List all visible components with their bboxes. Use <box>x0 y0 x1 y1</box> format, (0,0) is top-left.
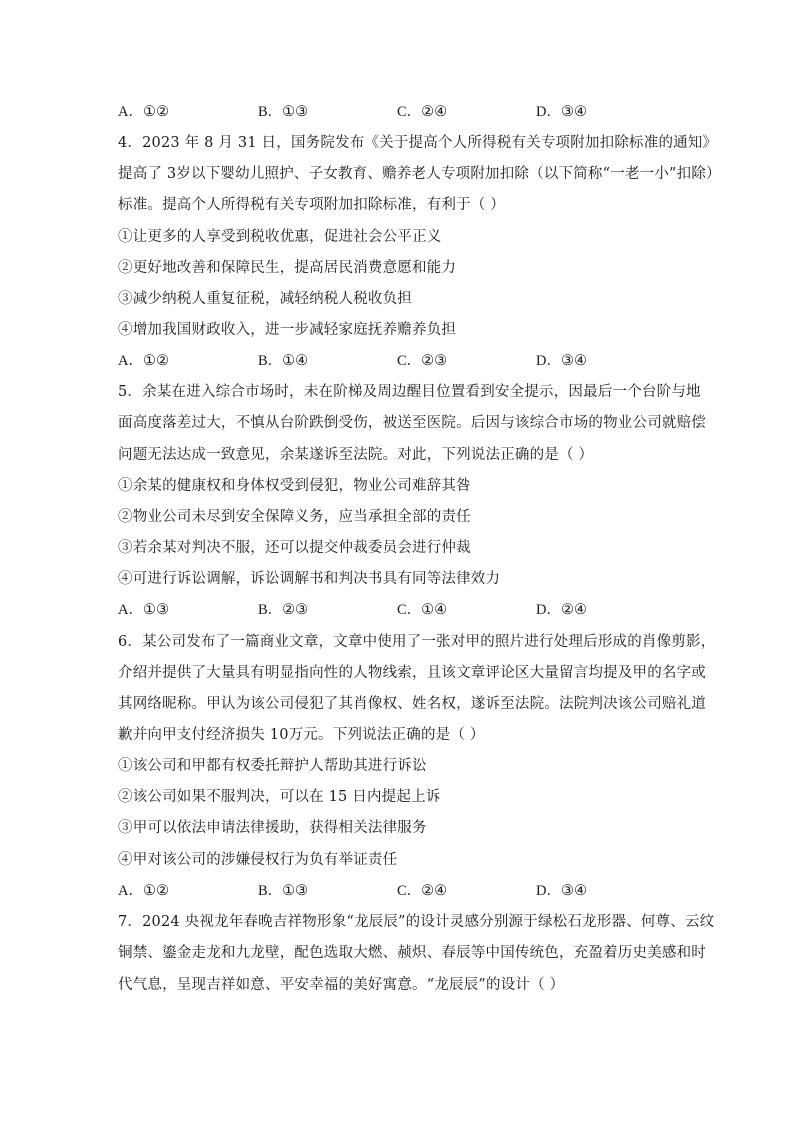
q5-item: ②物业公司未尽到安全保障义务，应当承担全部的责任 <box>118 509 471 525</box>
option-b: B．①③ <box>258 104 309 120</box>
option-c: C．②③ <box>397 353 448 369</box>
q5-stem-line: 面高度落差过大，不慎从台阶跌倒受伤，被送至医院。后因与该综合市场的物业公司就赔偿 <box>118 415 706 431</box>
q6-stem-line: 歉并向甲支付经济损失 10万元。下列说法正确的是（ ） <box>118 727 485 743</box>
option-d: D．②④ <box>536 602 587 618</box>
q6-item: ④甲对该公司的涉嫌侵权行为负有举证责任 <box>118 852 398 868</box>
option-c: C．①④ <box>397 602 448 618</box>
q3-options <box>118 103 678 121</box>
option-d: D．③④ <box>536 353 587 369</box>
q7-stem-line: 7．2024 央视龙年春晚吉祥物形象“龙辰辰”的设计灵感分别源于绿松石龙形器、何尊、云纹 <box>118 914 715 930</box>
option-b: B．①④ <box>258 353 309 369</box>
q4-item: ②更好地改善和保障民生，提高居民消费意愿和能力 <box>118 260 457 276</box>
q4-options <box>118 352 678 370</box>
q4-stem-line: 标准。提高个人所得税有关专项附加扣除标准，有利于（ ） <box>118 197 506 213</box>
q5-item: ①余某的健康权和身体权受到侵犯，物业公司难辞其咎 <box>118 478 471 494</box>
q4-item: ①让更多的人享受到税收优惠，促进社会公平正义 <box>118 229 442 245</box>
q6-item: ①该公司和甲都有权委托辩护人帮助其进行诉讼 <box>118 758 427 774</box>
q4-stem-line: 提高了 3岁以下婴幼儿照护、子女教育、赡养老人专项附加扣除（以下简称“一老一小”扣除） <box>118 166 721 182</box>
q4-stem-line: 4．2023 年 8 月 31 日，国务院发布《关于提高个人所得税有关专项附加扣除标准的通知》 <box>118 135 718 151</box>
q5-item: ③若余某对判决不服，还可以提交仲裁委员会进行仲裁 <box>118 540 471 556</box>
option-b: B．①③ <box>258 883 309 899</box>
q4-item: ④增加我国财政收入，进一步减轻家庭抚养赡养负担 <box>118 322 457 338</box>
q6-stem-line: 其网络昵称。甲认为该公司侵犯了其肖像权、姓名权，遂诉至法院。法院判决该公司赔礼道 <box>118 696 706 712</box>
option-a: A．①② <box>118 353 169 369</box>
q6-stem-line: 介绍并提供了大量具有明显指向性的人物线索，且该文章评论区大量留言均提及甲的名字或 <box>118 665 706 681</box>
q6-item: ③甲可以依法申请法律援助，获得相关法律服务 <box>118 820 427 836</box>
option-c: C．②④ <box>397 104 448 120</box>
q4-item: ③减少纳税人重复征税，减轻纳税人税收负担 <box>118 291 412 307</box>
q5-item: ④可进行诉讼调解，诉讼调解书和判决书具有同等法律效力 <box>118 571 501 587</box>
q7-stem-line: 代气息，呈现吉祥如意、平安幸福的美好寓意。“龙辰辰”的设计（ ） <box>118 977 565 993</box>
q5-options <box>118 601 678 619</box>
option-c: C．②④ <box>397 883 448 899</box>
q5-stem-line: 5．余某在进入综合市场时，未在阶梯及周边醒目位置看到安全提示，因最后一个台阶与地 <box>118 384 701 400</box>
q5-stem-line: 问题无法达成一致意见，余某遂诉至法院。对此，下列说法正确的是（ ） <box>118 447 594 463</box>
q6-item: ②该公司如果不服判决，可以在 15 日内提起上诉 <box>118 789 441 805</box>
option-a: A．①② <box>118 104 169 120</box>
option-a: A．①② <box>118 883 169 899</box>
option-a: A．①③ <box>118 602 169 618</box>
option-b: B．②③ <box>258 602 309 618</box>
option-d: D．③④ <box>536 883 587 899</box>
option-d: D．③④ <box>536 104 587 120</box>
q6-stem-line: 6．某公司发布了一篇商业文章，文章中使用了一张对甲的照片进行处理后形成的肖像剪影， <box>118 634 716 650</box>
q7-stem-line: 铜禁、鎏金走龙和九龙壁，配色选取大燃、赪炽、春辰等中国传统色，充盈着历史美感和时 <box>118 945 706 961</box>
q6-options <box>118 882 678 900</box>
